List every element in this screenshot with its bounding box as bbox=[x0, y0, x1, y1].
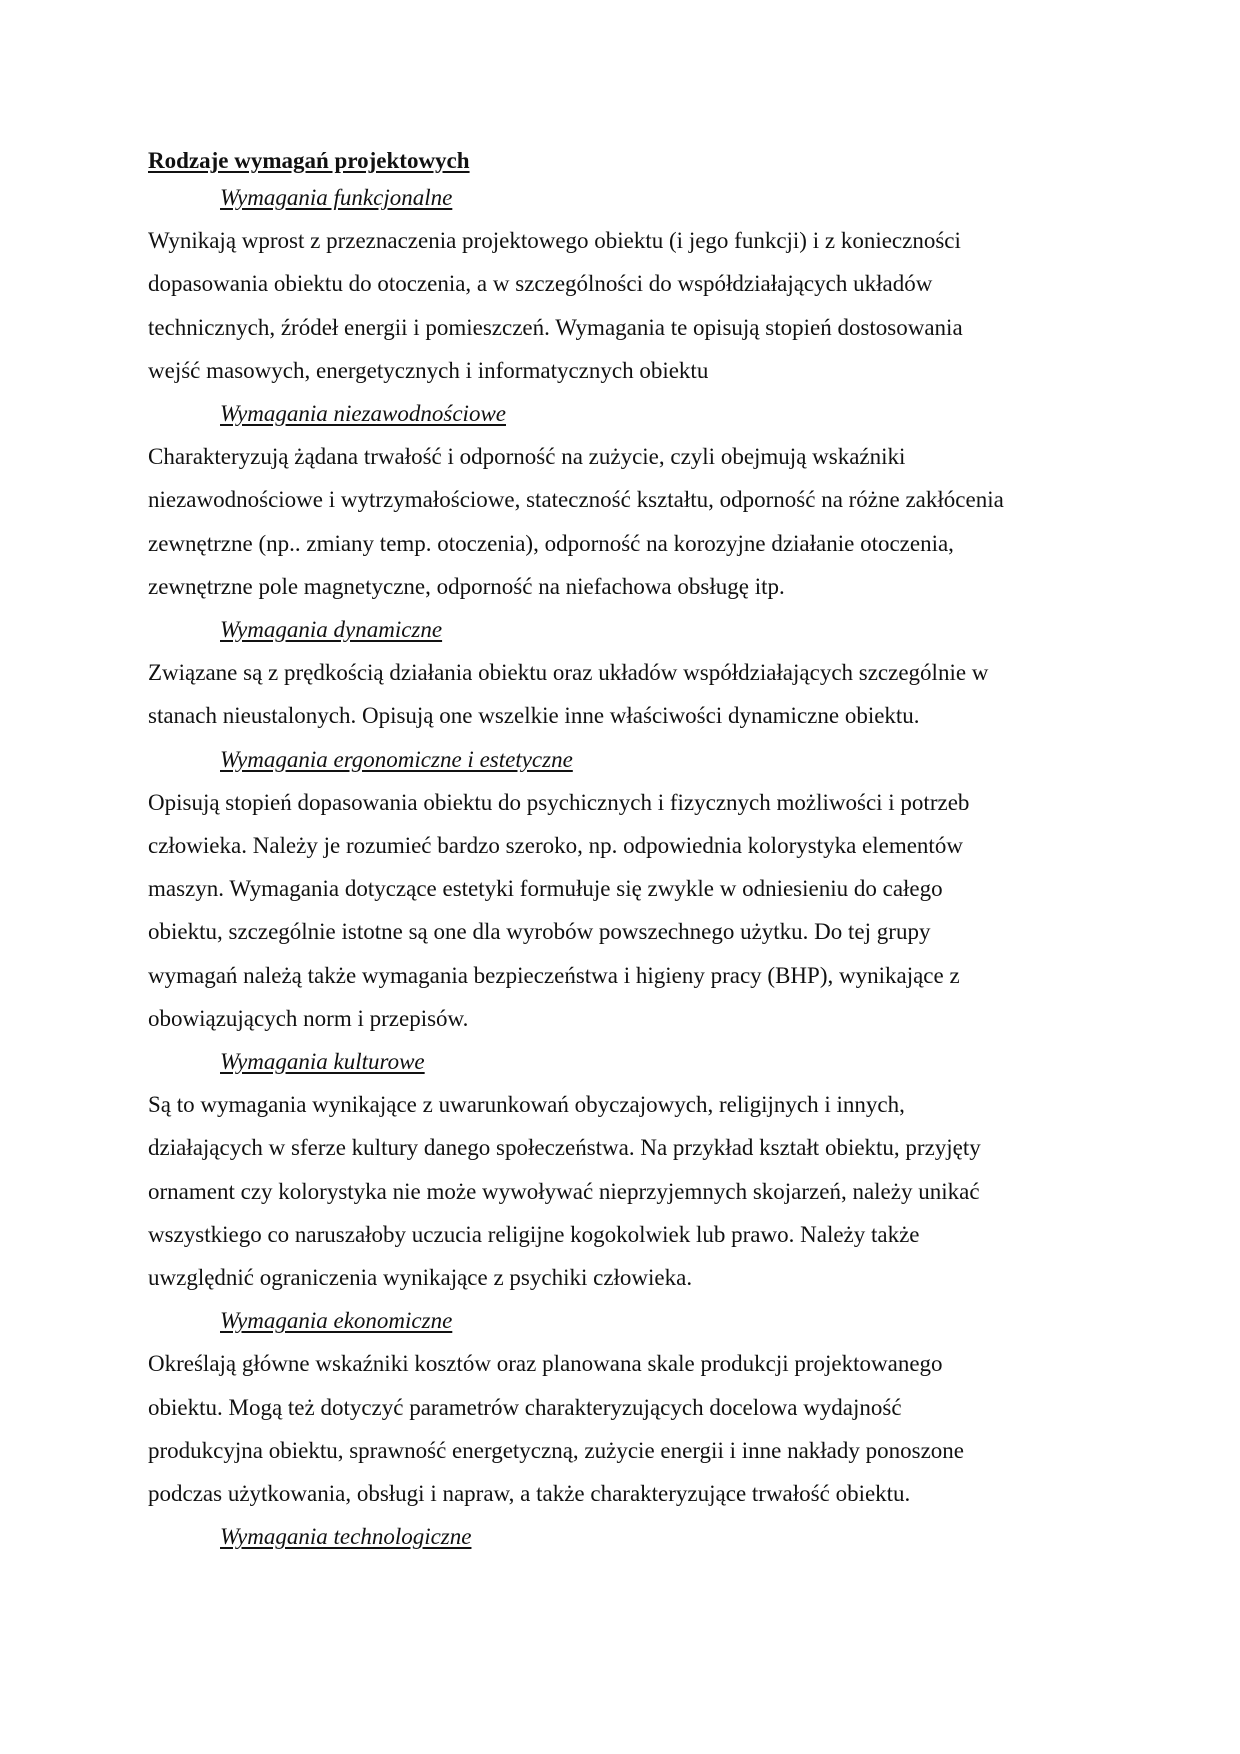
section-body-functional bbox=[148, 219, 1088, 392]
text-line: stanach nieustalonych. Opisują one wszelkie inne właściwości dynamiczne obiektu. bbox=[148, 703, 920, 729]
text-line: Związane są z prędkością działania obiektu oraz układów współdziałających szczególnie w bbox=[148, 660, 989, 686]
text-line: zewnętrzne pole magnetyczne, odporność na niefachowa obsługę itp. bbox=[148, 573, 785, 599]
text-line: uwzględnić ograniczenia wynikające z psychiki człowieka. bbox=[148, 1265, 693, 1291]
text-line: zewnętrzne (np.. zmiany temp. otoczenia), odporność na korozyjne działanie otoczenia, bbox=[148, 530, 954, 556]
section-body-reliability bbox=[148, 435, 1088, 608]
section-heading-dynamic: Wymagania dynamiczne bbox=[220, 617, 443, 643]
text-line: technicznych, źródeł energii i pomieszczeń. Wymagania te opisują stopień dostosowania bbox=[148, 314, 963, 340]
text-line: obowiązujących norm i przepisów. bbox=[148, 1005, 469, 1031]
section-body-ergonomic bbox=[148, 781, 1088, 1040]
section-heading-economic: Wymagania ekonomiczne bbox=[220, 1308, 453, 1334]
text-line: ornament czy kolorystyka nie może wywoływać nieprzyjemnych skojarzeń, należy unikać bbox=[148, 1178, 980, 1204]
text-line: niezawodnościowe i wytrzymałościowe, stateczność kształtu, odporność na różne zakłócenia bbox=[148, 487, 1004, 513]
text-line: wymagań należą także wymagania bezpieczeństwa i higieny pracy (BHP), wynikające z bbox=[148, 962, 960, 988]
text-line: maszyn. Wymagania dotyczące estetyki formułuje się zwykle w odniesieniu do całego bbox=[148, 876, 943, 902]
document-title: Rodzaje wymagań projektowych bbox=[148, 148, 470, 173]
section-body-dynamic bbox=[148, 651, 1088, 737]
text-line: Wynikają wprost z przeznaczenia projektowego obiektu (i jego funkcji) i z konieczności bbox=[148, 228, 961, 254]
section-heading-functional: Wymagania funkcjonalne bbox=[220, 185, 453, 210]
text-line: Charakteryzują żądana trwałość i odporność na zużycie, czyli obejmują wskaźniki bbox=[148, 444, 906, 470]
text-line: wszystkiego co naruszałoby uczucia religijne kogokolwiek lub prawo. Należy także bbox=[148, 1221, 920, 1247]
text-line: działających w sferze kultury danego społeczeństwa. Na przykład kształt obiektu, przyjęty bbox=[148, 1135, 981, 1161]
section-heading-technological: Wymagania technologiczne bbox=[220, 1524, 472, 1550]
text-line: obiektu, szczególnie istotne są one dla wyrobów powszechnego użytku. Do tej grupy bbox=[148, 919, 931, 945]
text-line: podczas użytkowania, obsługi i napraw, a także charakteryzujące trwałość obiektu. bbox=[148, 1481, 911, 1507]
text-line: dopasowania obiektu do otoczenia, a w szczególności do współdziałających układów bbox=[148, 271, 933, 297]
text-line: obiektu. Mogą też dotyczyć parametrów charakteryzujących docelowa wydajność bbox=[148, 1394, 902, 1420]
section-body-economic bbox=[148, 1342, 1088, 1515]
text-line: człowieka. Należy je rozumieć bardzo szeroko, np. odpowiednia kolorystyka elementów bbox=[148, 833, 963, 859]
text-line: Są to wymagania wynikające z uwarunkowań obyczajowych, religijnych i innych, bbox=[148, 1092, 905, 1118]
section-body-cultural bbox=[148, 1083, 1088, 1299]
section-heading-ergonomic: Wymagania ergonomiczne i estetyczne bbox=[220, 746, 573, 772]
document-page bbox=[148, 146, 1088, 1559]
section-heading-reliability: Wymagania niezawodnościowe bbox=[220, 401, 506, 427]
text-line: Opisują stopień dopasowania obiektu do psychicznych i fizycznych możliwości i potrzeb bbox=[148, 789, 970, 815]
text-line: wejść masowych, energetycznych i informatycznych obiektu bbox=[148, 357, 709, 383]
text-line: Określają główne wskaźniki kosztów oraz planowana skale produkcji projektowanego bbox=[148, 1351, 943, 1377]
section-heading-cultural: Wymagania kulturowe bbox=[220, 1049, 425, 1075]
text-line: produkcyjna obiektu, sprawność energetyczną, zużycie energii i inne nakłady ponoszone bbox=[148, 1437, 965, 1463]
